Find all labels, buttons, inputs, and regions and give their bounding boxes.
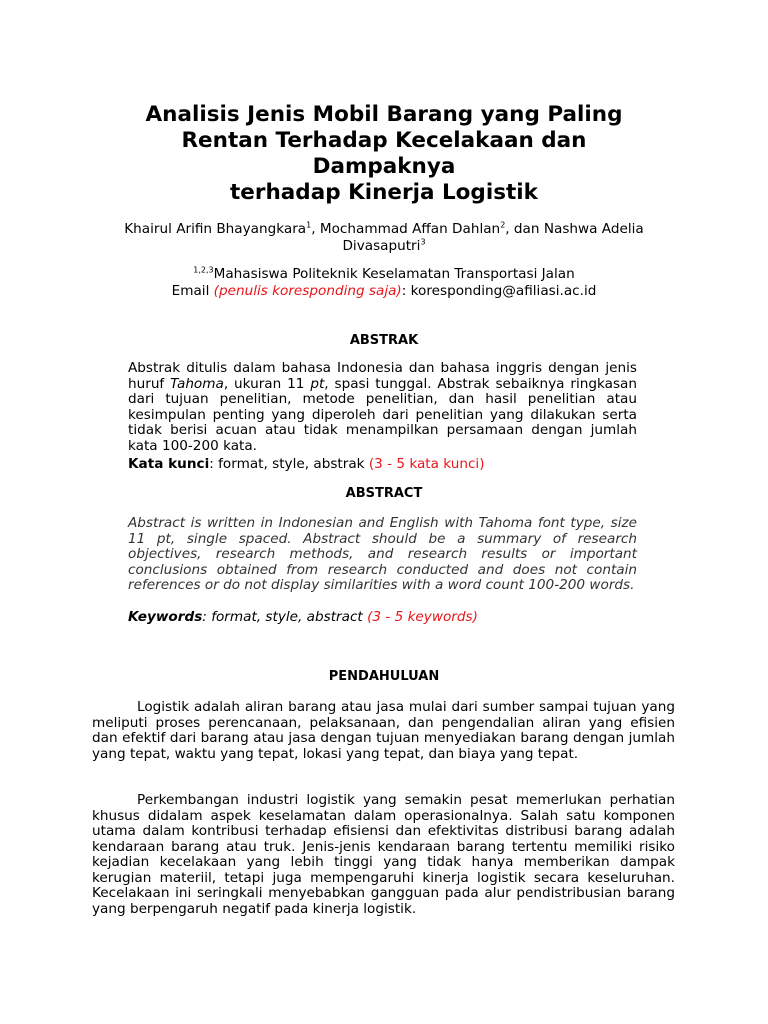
author-2: , Mochammad Affan Dahlan [311, 221, 501, 237]
authors-line-1 [100, 221, 668, 238]
abstrak-body: Abstrak ditulis dalam bahasa Indonesia dan bahasa inggris dengan jenis huruf Tahoma, ukuran 11 pt, spasi tunggal. Abstrak sebaiknya ringkasan dari tujuan penelitian, metode penelitian, dan hasil penelitian atau kesimpulan penting yang diperoleh dari penelitian yang dilakukan serta tidak berisi acuan atau tidak menampilkan persamaan dengan jumlah kata 100-200 kata. [128, 360, 637, 454]
email-line [100, 283, 668, 300]
author-1-sup: 1 [306, 220, 312, 230]
affiliation-text: Mahasiswa Politeknik Keselamatan Transportasi Jalan [213, 266, 575, 282]
author-list [100, 221, 668, 255]
title-line-3: Dampaknya [312, 154, 456, 179]
abstract-body: Abstract is written in Indonesian and English with Tahoma font type, size 11 pt, single spaced. Abstract should be a summary of research objectives, research methods, and research results or important conclusions obtained from research conducted and does not contain references or do not display similarities with a word count 100-200 words. [128, 515, 637, 593]
email-value: : koresponding@afiliasi.ac.id [401, 283, 597, 299]
author-3-cont: Divasaputri [342, 238, 421, 254]
abstrak-pt: pt [310, 375, 325, 392]
paper-title [100, 102, 668, 206]
author-3: , dan Nashwa Adelia [505, 221, 644, 237]
authors-line-2 [100, 238, 668, 255]
abstract-heading: ABSTRACT [345, 486, 423, 501]
keywords-note: (3 - 5 keywords) [367, 609, 478, 625]
email-label: Email [171, 283, 214, 299]
email-note: (penulis koresponding saja) [213, 283, 402, 299]
pendahuluan-paragraph-1: Logistik adalah aliran barang atau jasa mulai dari sumber sampai tujuan yang meliputi proses perencanaan, pelaksanaan, dan pengendalian aliran yang efisien dan efektif dari barang atau jasa dengan tujuan menyediakan barang dengan jumlah yang tepat, waktu yang tepat, lokasi yang tepat, dan biaya yang tepat. [92, 699, 675, 762]
abstrak-font-name: Tahoma [170, 375, 224, 392]
title-line-4: terhadap Kinerja Logistik [230, 180, 538, 205]
author-2-sup: 2 [500, 220, 506, 230]
kata-kunci-label: Kata kunci [128, 456, 210, 472]
pendahuluan-paragraph-2: Perkembangan industri logistik yang semakin pesat memerlukan perhatian khusus didalam aspek keselamatan dalam operasionalnya. Salah satu komponen utama dalam kontribusi terhadap efisiensi dan efektivitas distribusi barang adalah kendaraan barang atau truk. Jenis-jenis kendaraan barang tertentu memiliki risiko kejadian kecelakaan yang lebih tinggi yang tidak hanya memberikan dampak kerugian materiil, tetapi juga mempengaruhi kinerja logistik secara keseluruhan. Kecelakaan ini seringkali menyebabkan gangguan pada alur pendistribusian barang yang berpengaruh negatif pada kinerja logistik. [92, 792, 675, 917]
keywords-label: Keywords [128, 609, 203, 625]
author-3-sup: 3 [420, 237, 426, 247]
title-line-1: Analisis Jenis Mobil Barang yang Paling [145, 102, 623, 127]
title-line-2: Rentan Terhadap Kecelakaan dan [181, 128, 587, 153]
affiliation-sup: 1,2,3 [193, 265, 214, 275]
affiliation [100, 266, 668, 300]
abstrak-heading: ABSTRAK [349, 333, 419, 348]
affiliation-line [100, 266, 668, 283]
keywords: Keywords: format, style, abstract (3 - 5 keywords) [128, 609, 478, 625]
kata-kunci: Kata kunci: format, style, abstrak (3 - 5 kata kunci) [128, 456, 485, 472]
kata-kunci-note: (3 - 5 kata kunci) [368, 456, 485, 472]
pendahuluan-heading: PENDAHULUAN [328, 669, 440, 684]
author-1: Khairul Arifin Bhayangkara [124, 221, 307, 237]
